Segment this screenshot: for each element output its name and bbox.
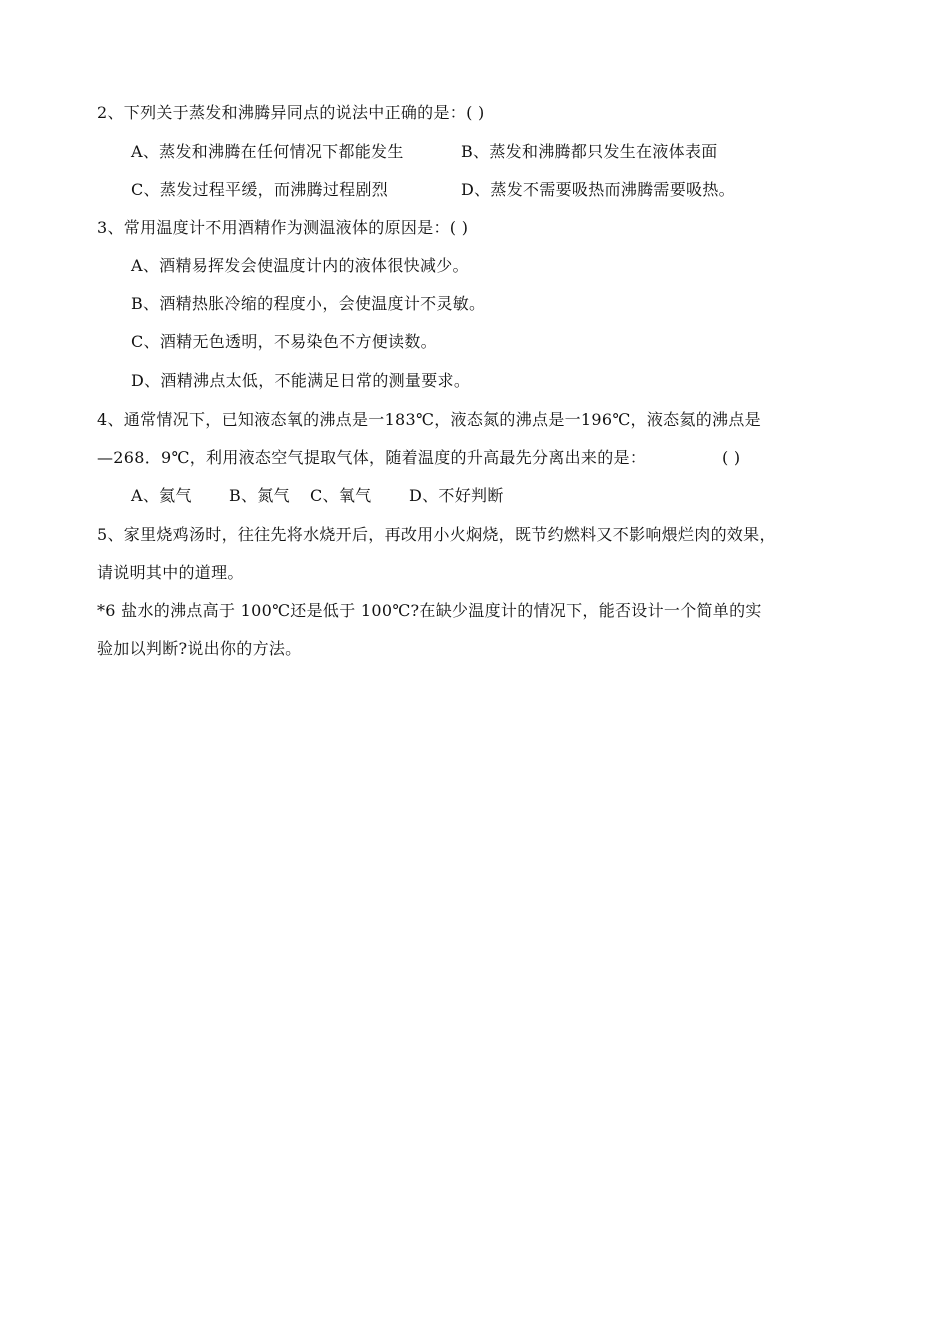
question-2-option-d: D、蒸发不需要吸热而沸腾需要吸热。 [461,180,735,199]
question-3-option-d: D、酒精沸点太低，不能满足日常的测量要求。 [131,371,471,390]
question-2-stem: 2、下列关于蒸发和沸腾异同点的说法中正确的是：( ) [97,103,485,122]
question-3-option-a: A、酒精易挥发会使温度计内的液体很快减少。 [131,256,469,275]
question-4-option-d: D、不好判断 [409,486,504,505]
question-2-option-c: C、蒸发过程平缓，而沸腾过程剧烈 [131,180,389,199]
question-5-stem-line-1: 5、家里烧鸡汤时，往往先将水烧开后，再改用小火焖烧，既节约燃料又不影响煨烂肉的效果， [97,525,776,544]
question-4-option-c: C、氧气 [310,486,372,505]
question-3-option-c: C、酒精无色透明，不易染色不方便读数。 [131,332,437,351]
question-5-stem-line-2: 请说明其中的道理。 [97,563,244,582]
question-4-option-b: B、氮气 [229,486,290,505]
question-3-option-b: B、酒精热胀冷缩的程度小，会使温度计不灵敏。 [131,294,486,313]
question-4-stem-line-1: 4、通常情况下，已知液态氧的沸点是一183℃，液态氮的沸点是一196℃，液态氦的沸点是 [97,410,761,429]
question-3-stem: 3、常用温度计不用酒精作为测温液体的原因是：( ) [97,218,469,237]
question-4-answer-bracket: ( ) [722,448,741,467]
question-6-stem-line-1: *6 盐水的沸点高于 100℃还是低于 100℃?在缺少温度计的情况下，能否设计一个简单的实 [97,601,762,620]
question-2-option-a: A、蒸发和沸腾在任何情况下都能发生 [131,142,404,161]
question-2-option-b: B、蒸发和沸腾都只发生在液体表面 [461,142,718,161]
question-4-option-a: A、氦气 [131,486,192,505]
question-4-stem-line-2: —268．9℃，利用液态空气提取气体，随着温度的升高最先分离出来的是： [97,448,647,467]
question-6-stem-line-2: 验加以判断?说出你的方法。 [97,639,302,658]
